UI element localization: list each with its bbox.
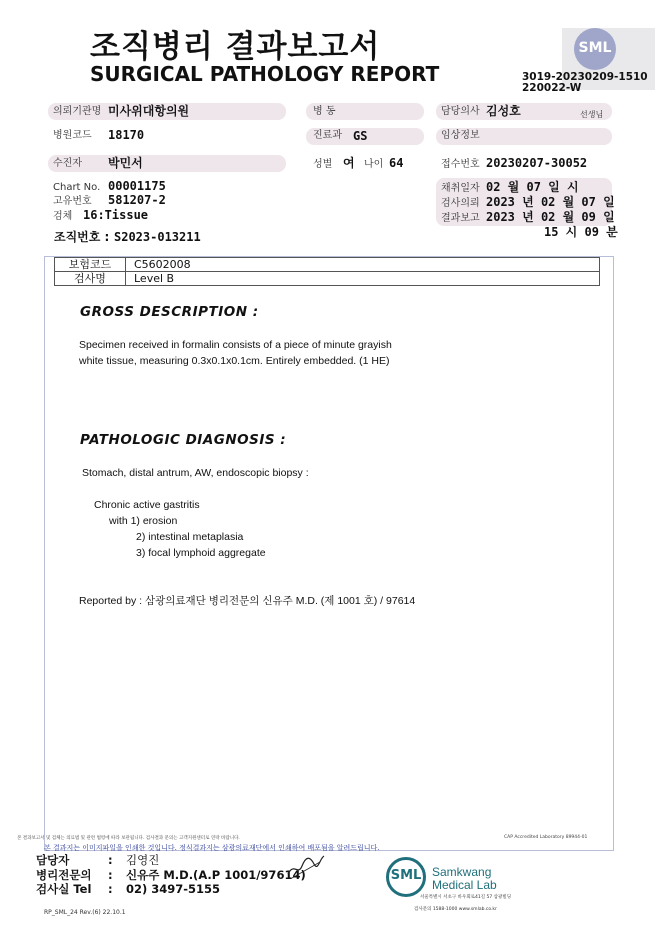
document-id: [522, 72, 648, 94]
signature-icon: [286, 852, 326, 880]
diagnosis-site: Stomach, distal antrum, AW, endoscopic biopsy :: [82, 467, 309, 479]
test-name-value: Level B: [126, 272, 600, 286]
document-id-line2: 220022-W: [522, 82, 582, 94]
lab-contact: 검사문의 1588-1000 www.smlab.co.kr: [414, 907, 497, 912]
report-title-english: SURGICAL PATHOLOGY REPORT: [90, 62, 440, 86]
manager-colon: :: [108, 853, 113, 867]
pathologist-value: 신유주 M.D.(A.P 1001/97614): [126, 868, 306, 882]
institution-value: 미사위대항의원: [108, 104, 190, 118]
diagnosis-item-2: 2) intestinal metaplasia: [136, 531, 244, 543]
patient-value: 박민서: [108, 156, 143, 170]
collected-label: 채취일자: [441, 183, 480, 194]
manager-value: 김영진: [126, 853, 160, 867]
chart-no-value: 00001175: [108, 179, 166, 193]
insurance-code-value: C5602008: [126, 258, 600, 272]
lab-name-line2: Medical Lab: [432, 878, 497, 892]
ward-label: 병 동: [313, 106, 336, 117]
doctor-label: 담당의사: [441, 106, 480, 117]
chart-no-label: Chart No.: [53, 182, 101, 193]
receipt-value: 20230207-30052: [486, 156, 588, 170]
lab-tel-value: 02) 3497-5155: [126, 882, 221, 896]
lab-name-line1: Samkwang: [432, 865, 492, 879]
sml-logo-text: SML: [578, 40, 612, 56]
samkwang-logo-text: SML: [390, 868, 422, 883]
reported-by: Reported by : 삼광의료재단 병리전문의 신유주 M.D. (제 1001 호) / 97614: [79, 595, 416, 607]
gross-description-line1: Specimen received in formalin consists of a piece of minute grayish: [79, 339, 392, 351]
specimen-label: 검체: [53, 211, 73, 222]
dept-value: GS: [353, 129, 368, 143]
patient-row-bg: [48, 155, 286, 172]
test-name-row: [55, 272, 600, 286]
reported-time-value: 15 시 09 분: [544, 225, 618, 239]
unique-no-label: 고유번호: [53, 196, 92, 207]
hospital-code-label: 병원코드: [53, 130, 92, 141]
image-print-notice: 본 결과지는 이미지파일을 인쇄한 것입니다. 정식결과지는 삼광의료재단에서 인쇄하여 배포됨을 알려드립니다.: [44, 844, 380, 852]
gross-description-heading: GROSS DESCRIPTION :: [80, 304, 259, 320]
receipt-label: 접수번호: [441, 159, 480, 170]
manager-label: 담당자: [36, 853, 70, 867]
doctor-value: 김성호: [486, 104, 521, 118]
age-value: 64: [389, 156, 404, 170]
age-label: 나이: [364, 159, 384, 170]
form-code: RP_SML_24 Rev.(6) 22.10.1: [44, 909, 126, 916]
clinical-label: 임상정보: [441, 130, 480, 141]
reported-label: 결과보고: [441, 213, 480, 224]
fine-print-right: CAP Accredited Laboratory 89944-01: [504, 835, 588, 840]
institution-label: 의뢰기관명: [53, 106, 102, 117]
lab-tel-label: 검사실 Tel: [36, 882, 92, 896]
tissue-no-label: 조직번호 :: [54, 230, 110, 244]
doctor-suffix: 선생님: [580, 110, 604, 119]
report-title-korean: 조직병리 결과보고서: [90, 29, 381, 65]
diagnosis-item-3: 3) focal lymphoid aggregate: [136, 547, 266, 559]
dept-label: 진료과: [313, 130, 342, 141]
patient-label: 수진자: [53, 158, 82, 169]
requested-label: 검사의뢰: [441, 198, 480, 209]
sex-value: 여: [343, 156, 355, 170]
sex-label: 성별: [313, 159, 333, 170]
lab-tel-colon: :: [108, 882, 113, 896]
pathologist-colon: :: [108, 868, 113, 882]
lab-address: 서울특별시 서초구 바우뫼로41길 57 삼광빌딩: [420, 895, 512, 900]
specimen-value: 16:Tissue: [83, 208, 149, 222]
pathologist-label: 병리전문의: [36, 868, 92, 882]
unique-no-value: 581207-2: [108, 193, 166, 207]
requested-value: 2023 년 02 월 07 일: [486, 195, 615, 209]
fine-print-left: 본 결과보고서 및 검체는 의료법 및 관련 법령에 따라 보관됩니다. 검사결과 문의는 고객지원센터로 연락 바랍니다.: [17, 836, 240, 841]
insurance-code-row: [55, 258, 600, 272]
insurance-table: [54, 257, 600, 286]
reported-value: 2023 년 02 월 09 일: [486, 210, 615, 224]
collected-value: 02 월 07 일 시: [486, 180, 579, 194]
tissue-no-value: S2023-013211: [114, 230, 201, 244]
test-name-label: 검사명: [55, 272, 126, 286]
diagnosis-item-1: with 1) erosion: [109, 515, 178, 527]
document-id-line1: 3019-20230209-1510: [522, 71, 648, 83]
diagnosis-main: Chronic active gastritis: [94, 499, 200, 511]
gross-description-line2: white tissue, measuring 0.3x0.1x0.1cm. Entirely embedded. (1 HE): [79, 355, 390, 367]
insurance-code-label: 보험코드: [55, 258, 126, 272]
pathologic-diagnosis-heading: PATHOLOGIC DIAGNOSIS :: [80, 432, 287, 448]
hospital-code-value: 18170: [108, 128, 145, 142]
